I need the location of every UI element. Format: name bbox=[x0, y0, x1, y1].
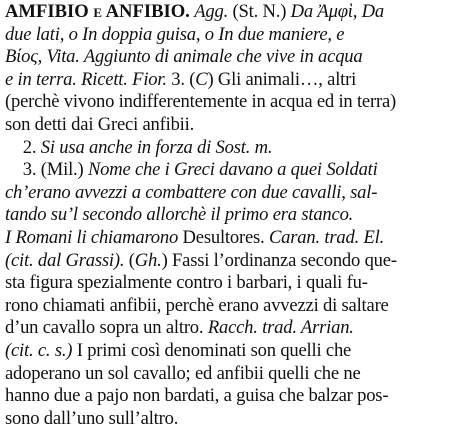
roman-text: d’un cavallo sopra un altro. bbox=[5, 317, 208, 339]
italic-text: tando su’l secondo allorchè il primo era stanco. bbox=[5, 204, 354, 226]
roman-text: son detti dai Greci anfibii. bbox=[5, 114, 195, 135]
roman-text: ) Fassi l’ordinanza secondo que- bbox=[161, 249, 397, 271]
roman-text: Desultores. bbox=[182, 227, 269, 248]
italic-text: due lati, o In doppia guisa, o In due maniere, e bbox=[5, 23, 345, 45]
entry-line bbox=[5, 363, 361, 385]
italic-text: ch’erano avvezzi a combattere con due cavalli, sal- bbox=[5, 181, 378, 203]
roman-text: I primi così denominati son quelli che bbox=[72, 340, 352, 361]
italic-text: C bbox=[195, 68, 208, 90]
roman-text: hanno due a pajo non bardati, a guisa che balzar pos- bbox=[5, 385, 389, 407]
italic-text: Gh. bbox=[134, 249, 162, 271]
roman-text: ( bbox=[124, 249, 135, 271]
italic-text: e in terra. Ricett. Fior. bbox=[5, 68, 167, 90]
roman-text: adoperano un sol cavallo; ed anfibii quelli che ne bbox=[5, 362, 361, 384]
italic-text: Caran. trad. El. bbox=[268, 227, 385, 248]
roman-text: 2. bbox=[5, 136, 41, 158]
entry-line bbox=[5, 137, 272, 159]
roman-text: ) Gli animali…, altri bbox=[207, 68, 357, 90]
entry-line bbox=[5, 114, 194, 136]
entry-line bbox=[5, 295, 389, 317]
roman-text: (perchè vivono indifferentemente in acqua ed in terra) bbox=[5, 91, 397, 113]
entry-line bbox=[5, 250, 397, 272]
roman-text: (St. N.) bbox=[228, 1, 291, 22]
entry-line bbox=[5, 408, 178, 430]
italic-text: (cit. c. s.) bbox=[5, 340, 73, 361]
roman-text: sono dall’uno sull’altro. bbox=[5, 407, 179, 429]
entry-line bbox=[5, 46, 363, 68]
entry-line bbox=[5, 69, 356, 91]
roman-text: 3. (Mil.) bbox=[5, 159, 88, 181]
entry-line bbox=[5, 204, 353, 226]
entry-line bbox=[5, 227, 384, 249]
entry-line bbox=[5, 159, 378, 181]
italic-text: Βίος, Vita. Aggiunto di animale che vive in acqua bbox=[5, 46, 363, 68]
italic-text: Da bbox=[290, 1, 318, 22]
roman-text: sta figura spezialmente contro i barbari, i quali fu- bbox=[5, 272, 368, 294]
entry-line bbox=[5, 385, 388, 407]
headword: AMFIBIO e ANFIBIO. bbox=[5, 1, 190, 22]
roman-text: 3. ( bbox=[166, 68, 196, 90]
italic-text: Nome che i Greci davano a quei Soldati bbox=[87, 159, 378, 181]
entry-line bbox=[5, 24, 344, 46]
italic-text: Da bbox=[361, 1, 384, 22]
italic-text: Agg. bbox=[194, 1, 229, 22]
italic-text: Si usa anche in forza di Sost. m. bbox=[40, 136, 273, 158]
italic-text: Ἀμφὶ, bbox=[317, 1, 358, 22]
entry-line bbox=[5, 317, 354, 339]
italic-text: (cit. dal Grassi). bbox=[5, 249, 125, 271]
italic-text: Racch. trad. Arrian. bbox=[207, 317, 354, 339]
entry-line bbox=[5, 272, 368, 294]
roman-text: rono chiamati anfibii, perchè erano avvezzi di saltare bbox=[5, 294, 389, 316]
italic-text: I Romani li chiamarono bbox=[5, 227, 183, 248]
entry-line bbox=[5, 91, 396, 113]
entry-line bbox=[5, 1, 384, 23]
entry-line bbox=[5, 340, 351, 362]
entry-line bbox=[5, 182, 377, 204]
